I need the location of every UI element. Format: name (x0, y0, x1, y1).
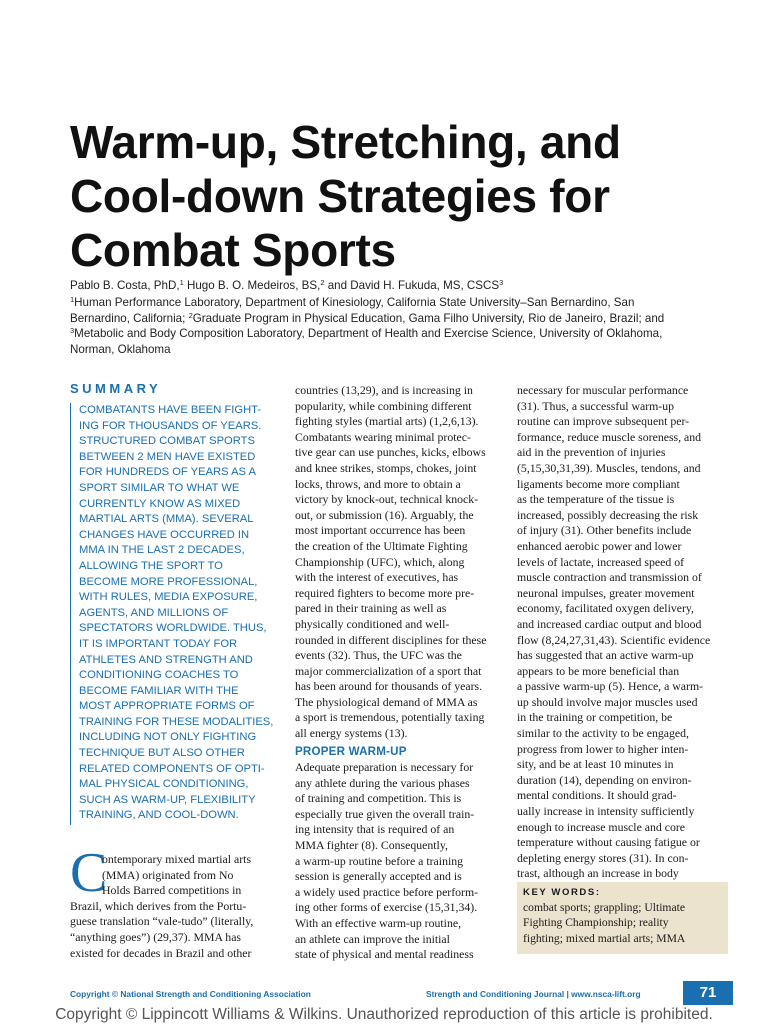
text-line: necessary for muscular performance (517, 383, 689, 397)
author-list (70, 278, 730, 293)
text-line: locks, throws, and more to obtain a (295, 476, 461, 491)
text-line: increased, possibly decreasing the risk (517, 507, 699, 522)
text-line: has suggested that an active warm-up (517, 648, 694, 663)
text-line: temperature without causing fatigue or (517, 835, 700, 850)
text-line: tive gear can use punches, kicks, elbows (295, 445, 486, 460)
summary-line: TRAINING FOR THESE MODALITIES, (79, 715, 274, 728)
title-line: Cool-down Strategies for (70, 170, 610, 222)
affiliation-line: $^3$Metabolic and Body Composition Laboratory, Department of Health and Exercise Science, University of Oklahoma, (70, 326, 663, 340)
text-line: progress from lower to higher inten- (517, 741, 689, 756)
text-line: economy, facilitated oxygen delivery, (517, 601, 694, 616)
text-line: of training and competition. This is (295, 791, 462, 806)
summary-heading: SUMMARY (70, 381, 162, 396)
author-name: Hugo B. O. Medeiros, BS, (183, 279, 321, 292)
section-heading-proper-warm-up: PROPER WARM-UP (295, 745, 407, 758)
text-line: guese translation “vale-tudo” (literally, (70, 914, 254, 929)
summary-line: FOR HUNDREDS OF YEARS AS A (79, 466, 256, 479)
affiliation-marker: 3 (499, 278, 504, 287)
text-line: up should involve major muscles used (517, 694, 698, 709)
affiliation-marker: 2 (320, 278, 325, 287)
text-line: similar to the activity to be engaged, (517, 726, 689, 741)
summary-line: CHANGES HAVE OCCURRED IN (79, 528, 250, 541)
text-line: major commercialization of a sport that (295, 663, 482, 678)
keyword-line: fighting; mixed martial arts; MMA (523, 931, 686, 945)
text-line: appears to be more beneficial than (517, 663, 680, 678)
text-line: Combatants wearing minimal protec- (295, 429, 471, 444)
text-line: trast, although an increase in body (517, 866, 679, 881)
summary-line: RELATED COMPONENTS OF OPTI- (79, 762, 265, 775)
text-line: countries (13,29), and is increasing in (295, 383, 473, 397)
text-line: Holds Barred competitions in (102, 883, 242, 898)
summary-line: INCLUDING NOT ONLY FIGHTING (79, 731, 257, 744)
text-line: victory by knock-out, technical knock- (295, 492, 479, 507)
summary-line: AGENTS, AND MILLIONS OF (79, 606, 229, 619)
text-line: Championship (UFC), which, along (295, 554, 465, 569)
summary-line: TECHNIQUE BUT ALSO OTHER (79, 747, 245, 760)
text-line: (MMA) originated from No (102, 867, 234, 882)
summary-line: ATHLETES AND STRENGTH AND (79, 653, 253, 666)
text-line: aid in the prevention of injuries (517, 445, 666, 460)
copyright-notice: Copyright © Lippincott Williams & Wilkins. Unauthorized reproduction of this article is prohibited. (55, 1006, 713, 1023)
text-line: events (32). Thus, the UFC was the (295, 648, 462, 663)
keywords-box (517, 882, 728, 954)
summary-line: STRUCTURED COMBAT SPORTS (79, 435, 255, 448)
text-line: depleting energy stores (31). In con- (517, 850, 689, 865)
summary-line: CONDITIONING COACHES TO (79, 669, 239, 682)
text-line: an athlete can improve the initial (295, 931, 450, 946)
text-line: flow (8,24,27,31,43). Scientific evidence (517, 632, 711, 647)
summary-line: SPECTATORS WORLDWIDE. THUS, (79, 622, 267, 635)
affiliation-line: $^1$Human Performance Laboratory, Department of Kinesiology, California State University–San Bernardino, San (70, 295, 635, 309)
summary-line: MMA IN THE LAST 2 DECADES, (79, 544, 245, 557)
text-line: any athlete during the various phases (295, 775, 470, 790)
text-line: a passive warm-up (5). Hence, a warm- (517, 679, 704, 694)
body-column-3 (517, 383, 719, 882)
text-line: and knee strikes, stomps, chokes, joint (295, 460, 477, 475)
text-line: “anything goes”) (29,37). MMA has (70, 929, 242, 944)
author-name: Pablo B. Costa, PhD, (70, 279, 180, 292)
text-line: With an effective warm-up routine, (295, 915, 462, 930)
text-line: of injury (31). Other benefits include (517, 523, 692, 538)
summary-line: ING FOR THOUSANDS OF YEARS. (79, 419, 262, 432)
page-number: 71 (683, 981, 733, 1005)
text-line: formance, reduce muscle soreness, and (517, 429, 702, 444)
text-line: pared in their training as well as (295, 601, 447, 616)
text-line: especially true given the overall train- (295, 806, 475, 821)
keywords-heading: KEY WORDS: (523, 887, 601, 898)
summary-line: MAL PHYSICAL CONDITIONING, (79, 778, 249, 791)
summary-line: IT IS IMPORTANT TODAY FOR (79, 637, 238, 650)
summary-line: MARTIAL ARTS (MMA). SEVERAL (79, 513, 254, 526)
text-line: most important occurrence has been (295, 523, 466, 538)
intro-paragraph (70, 852, 278, 961)
drop-cap: C (70, 842, 108, 904)
text-line: a warm-up routine before a training (295, 853, 464, 868)
summary-line: WITH RULES, MEDIA EXPOSURE, (79, 591, 258, 604)
author-name: and David H. Fukuda, MS, CSCS (324, 279, 500, 292)
title-line: Warm-up, Stretching, and (70, 116, 621, 168)
text-line: (31). Thus, a successful warm-up (517, 398, 675, 413)
text-line: ligaments become more compliant (517, 476, 680, 491)
summary-line: COMBATANTS HAVE BEEN FIGHT- (79, 404, 262, 416)
summary-line: SPORT SIMILAR TO WHAT WE (79, 481, 240, 494)
summary-line: BETWEEN 2 MEN HAVE EXISTED (79, 450, 256, 463)
text-line: a sport is tremendous, potentially taxing (295, 710, 485, 725)
affiliations (70, 295, 720, 357)
text-line: out, or submission (16). Arguably, the (295, 507, 474, 522)
text-line: MMA fighter (8). Consequently, (295, 837, 448, 852)
summary-line: SUCH AS WARM-UP, FLEXIBILITY (79, 793, 256, 806)
text-line: in the training or competition, be (517, 710, 673, 725)
affiliation-line: Norman, Oklahoma (70, 342, 171, 356)
title-line: Combat Sports (70, 224, 396, 276)
footer-copyright: Copyright © National Strength and Conditioning Association (70, 989, 311, 999)
text-line: ing other forms of exercise (15,31,34). (295, 900, 478, 915)
text-line: routine can improve subsequent per- (517, 414, 690, 429)
text-line: Adequate preparation is necessary for (295, 760, 474, 774)
text-line: required fighters to become more pre- (295, 585, 475, 600)
text-line: physically conditioned and well- (295, 616, 450, 631)
text-line: rounded in different disciplines for these (295, 632, 487, 647)
text-line: and increased cardiac output and blood (517, 616, 702, 631)
keyword-line: Fighting Championship; reality (523, 916, 669, 930)
text-line: ontemporary mixed martial arts (102, 852, 252, 866)
text-line: muscle contraction and transmission of (517, 570, 702, 585)
text-line: neuronal impulses, greater movement (517, 585, 695, 600)
text-line: The physiological demand of MMA as (295, 694, 478, 709)
section-paragraph (295, 760, 496, 963)
text-line: enhanced aerobic power and lower (517, 538, 682, 553)
text-line: the creation of the Ultimate Fighting (295, 538, 468, 553)
body-column-2 (295, 383, 496, 742)
article-title (70, 115, 730, 277)
text-line: with the interest of executives, has (295, 570, 459, 585)
text-line: mental conditions. It should grad- (517, 788, 677, 803)
text-line: state of physical and mental readiness (295, 947, 474, 962)
footer-journal: Strength and Conditioning Journal | www.nsca-lift.org (426, 989, 641, 999)
summary-text (70, 403, 278, 825)
keyword-line: combat sports; grappling; Ultimate (523, 901, 685, 914)
affiliation-line: Bernardino, California; $^2$Graduate Program in Physical Education, Gama Filho University, Rio de Janeiro, Brazil; and (70, 310, 665, 325)
text-line: all energy systems (13). (295, 726, 408, 741)
summary-line: ALLOWING THE SPORT TO (79, 559, 223, 572)
text-line: popularity, while combining different (295, 398, 472, 413)
text-line: Brazil, which derives from the Portu- (70, 898, 247, 913)
summary-line: BECOME FAMILIAR WITH THE (79, 684, 239, 697)
text-line: session is generally accepted and is (295, 869, 462, 884)
affiliation-marker: 1 (179, 278, 184, 287)
text-line: levels of lactate, increased speed of (517, 554, 685, 569)
text-line: existed for decades in Brazil and other (70, 945, 252, 960)
text-line: fighting styles (martial arts) (1,2,6,13). (295, 414, 479, 429)
text-line: ing intensity that is required of an (295, 822, 455, 837)
summary-line: BECOME MORE PROFESSIONAL, (79, 575, 258, 588)
text-line: enough to increase muscle and core (517, 819, 686, 834)
text-line: duration (14), depending on environ- (517, 772, 692, 787)
summary-line: CURRENTLY KNOW AS MIXED (79, 497, 241, 510)
summary-line: TRAINING, AND COOL-DOWN. (79, 809, 239, 822)
text-line: sity, and be at least 10 minutes in (517, 757, 674, 772)
text-line: ually increase in intensity sufficiently (517, 804, 695, 819)
text-line: has been around for thousands of years. (295, 679, 483, 694)
text-line: a widely used practice before perform- (295, 884, 479, 899)
text-line: as the temperature of the tissue is (517, 492, 675, 507)
text-line: (5,15,30,31,39). Muscles, tendons, and (517, 460, 701, 475)
summary-line: MOST APPROPRIATE FORMS OF (79, 700, 255, 713)
